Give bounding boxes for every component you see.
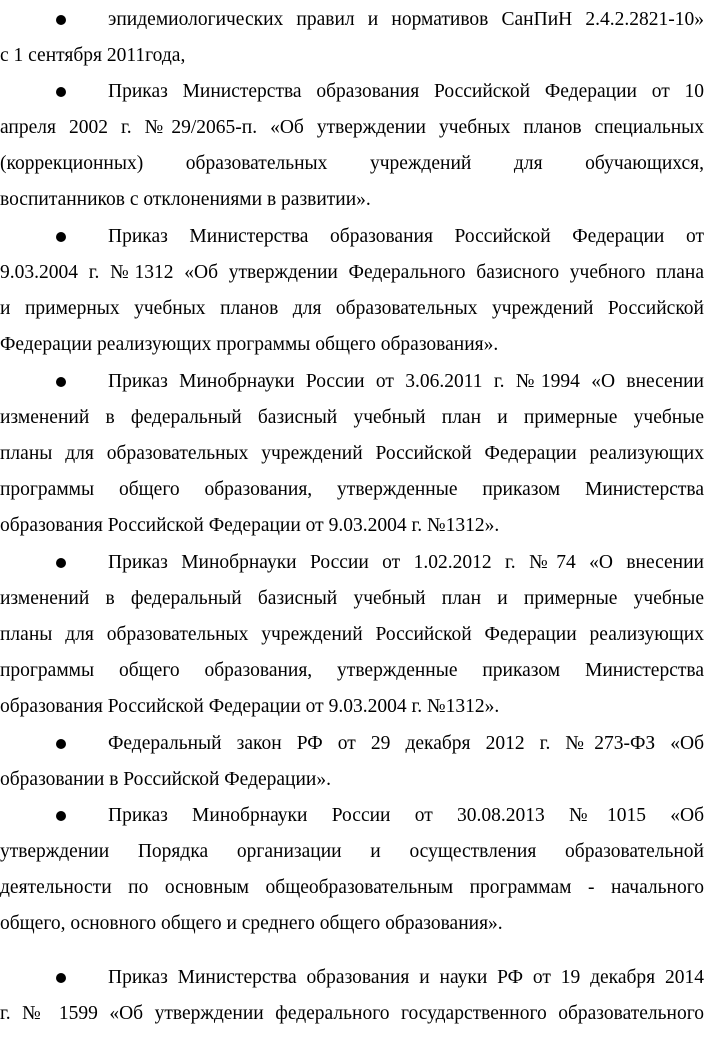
item-2-line-4: воспитанников с отклонениями в развитии». [0, 189, 371, 210]
item-3-line-2: 9.03.2004 г. №1312 «Об утверждении Федерального базисного учебного плана [0, 262, 704, 283]
item-7-line-1: Приказ Минобрнауки России от 30.08.2013 №1015 «Об [108, 805, 704, 826]
item-2-line-3: (коррекционных) образовательных учреждений для обучающихся, [0, 153, 704, 174]
item-3-line-1: Приказ Министерства образования Российской Федерации от [108, 226, 704, 247]
item-1-line-2: с 1 сентября 2011года, [0, 45, 186, 66]
item-3-line-4: Федерации реализующих программы общего образования». [0, 334, 499, 355]
bullet-icon [56, 811, 66, 821]
bullet-icon [56, 377, 66, 387]
item-4-line-5: образования Российской Федерации от 9.03.2004 г. №1312». [0, 515, 500, 536]
item-2-line-2: апреля 2002 г. №29/2065-п. «Об утверждении учебных планов специальных [0, 117, 704, 138]
item-4-line-4: программы общего образования, утвержденные приказом Министерства [0, 479, 704, 500]
bullet-icon [56, 15, 66, 25]
bullet-icon [56, 558, 66, 568]
item-8-line-2: г. № 1599 «Об утверждении федерального государственного образовательного [0, 1003, 704, 1024]
item-7-line-3: деятельности по основным общеобразовательным программам - начального [0, 877, 704, 898]
bullet-icon [56, 739, 66, 749]
item-2-line-1: Приказ Министерства образования Российской Федерации от 10 [108, 81, 704, 102]
item-5-line-1: Приказ Минобрнауки России от 1.02.2012 г. №74 «О внесении [108, 552, 704, 573]
item-5-line-4: программы общего образования, утвержденные приказом Министерства [0, 660, 704, 681]
item-5-line-3: планы для образовательных учреждений Российской Федерации реализующих [0, 624, 704, 645]
item-3-line-3: и примерных учебных планов для образовательных учреждений Российской [0, 298, 704, 319]
item-7-line-2: утверждении Порядка организации и осуществления образовательной [0, 841, 704, 862]
bullet-icon [56, 232, 66, 242]
item-5-line-2: изменений в федеральный базисный учебный план и примерные учебные [0, 588, 704, 609]
item-1-line-1: эпидемиологических правил и нормативов СанПиН 2.4.2.2821-10» [108, 9, 704, 30]
item-6-line-1: Федеральный закон РФ от 29 декабря 2012 г. №273-ФЗ «Об [108, 733, 704, 754]
bullet-icon [56, 87, 66, 97]
bullet-icon [56, 973, 66, 983]
item-4-line-3: планы для образовательных учреждений Российской Федерации реализующих [0, 443, 704, 464]
item-5-line-5: образования Российской Федерации от 9.03.2004 г. №1312». [0, 696, 500, 717]
item-4-line-2: изменений в федеральный базисный учебный план и примерные учебные [0, 407, 704, 428]
item-8-line-1: Приказ Министерства образования и науки РФ от 19 декабря 2014 [108, 967, 704, 988]
item-7-line-4: общего, основного общего и среднего общего образования». [0, 913, 503, 934]
item-4-line-1: Приказ Минобрнауки России от 3.06.2011 г. №1994 «О внесении [108, 371, 704, 392]
item-6-line-2: образовании в Российской Федерации». [0, 769, 331, 790]
